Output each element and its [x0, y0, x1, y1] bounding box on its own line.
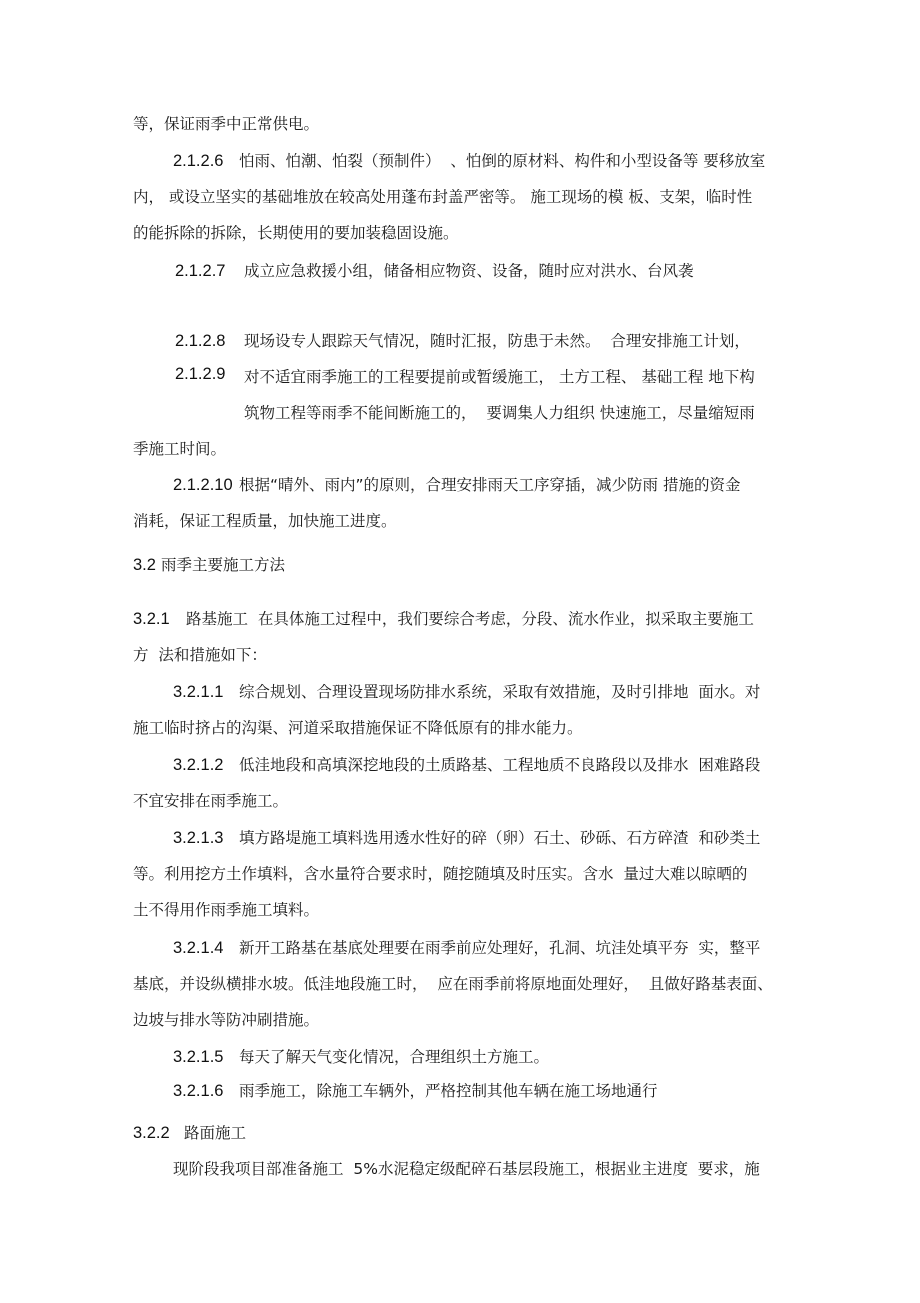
clause-number: 3.2.1.4 — [173, 939, 224, 957]
clause-number: 2.1.2.6 — [173, 152, 224, 170]
section-heading: 路面施工 — [184, 1124, 247, 1142]
text-line: 内， 或设立坚实的基础堆放在较高处用蓬布封盖严密等。 施工现场的模 板、支架，临时性 — [133, 188, 753, 206]
text-line: 成立应急救援小组，储备相应物资、设备，随时应对洪水、台风袭 — [244, 262, 694, 280]
text-line: 现阶段我项目部准备施工 5%水泥稳定级配碎石基层段施工，根据业主进度 要求，施 — [173, 1160, 760, 1178]
text-line: 根据“晴外、雨内”的原则，合理安排雨天工序穿插，减少防雨 措施的资金 — [239, 476, 741, 494]
clause-number: 2.1.2.10 — [173, 476, 233, 494]
text-line: 路基施工 在具体施工过程中，我们要综合考虑，分段、流水作业，拟采取主要施工 — [186, 610, 754, 628]
text-line: 怕雨、怕潮、怕裂（预制件） 、怕倒的原材料、构件和小型设备等 要移放室 — [239, 152, 766, 170]
section-number: 3.2.2 — [133, 1124, 170, 1142]
clause-number: 2.1.2.9 — [175, 365, 226, 383]
text-line: 等，保证雨季中正常供电。 — [133, 115, 320, 133]
text-line: 现场设专人跟踪天气情况，随时汇报，防患于未然。 合理安排施工计划， — [244, 332, 750, 350]
text-line: 施工临时挤占的沟渠、河道采取措施保证不降低原有的排水能力。 — [133, 719, 583, 737]
section-heading: 雨季主要施工方法 — [161, 556, 286, 574]
text-line: 不宜安排在雨季施工。 — [133, 792, 289, 810]
text-line: 边坡与排水等防冲刷措施。 — [133, 1011, 320, 1029]
text-line: 的能拆除的拆除，长期使用的要加装稳固设施。 — [133, 224, 459, 242]
text-line: 消耗，保证工程质量，加快施工进度。 — [133, 512, 397, 530]
text-line: 低洼地段和高填深挖地段的土质路基、工程地质不良路段以及排水 困难路段 — [239, 756, 761, 774]
text-line: 填方路堤施工填料选用透水性好的碎（卵）石土、砂砾、石方碎渣 和砂类土 — [239, 829, 761, 847]
clause-number: 3.2.1.5 — [173, 1048, 224, 1066]
text-line: 等。利用挖方土作填料，含水量符合要求时，随挖随填及时压实。含水 量过大难以晾晒的 — [133, 865, 748, 883]
text-line: 季施工时间。 — [133, 440, 227, 458]
clause-number: 3.2.1.6 — [173, 1082, 224, 1100]
clause-number: 3.2.1.1 — [173, 683, 224, 701]
text-line: 每天了解天气变化情况，合理组织土方施工。 — [239, 1048, 550, 1066]
text-line: 综合规划、合理设置现场防排水系统，采取有效措施，及时引排地 面水。对 — [239, 683, 761, 701]
text-line: 土不得用作雨季施工填料。 — [133, 901, 320, 919]
section-number: 3.2 — [133, 556, 156, 574]
text-line: 基底，并设纵横排水坡。低洼地段施工时， 应在雨季前将原地面处理好， 且做好路基表面、 — [133, 975, 773, 993]
text-line: 方 法和措施如下： — [133, 646, 267, 664]
text-line: 对不适宜雨季施工的工程要提前或暂缓施工， 土方工程、 基础工程 地下构 — [244, 368, 755, 386]
clause-number: 2.1.2.8 — [175, 332, 226, 350]
section-number: 3.2.1 — [133, 610, 170, 628]
text-line: 新开工路基在基底处理要在雨季前应处理好，孔洞、坑洼处填平夯 实，整平 — [239, 939, 761, 957]
clause-number: 2.1.2.7 — [175, 262, 226, 280]
text-line: 筑物工程等雨季不能间断施工的， 要调集人力组织 快速施工，尽量缩短雨 — [244, 404, 755, 422]
text-line: 雨季施工，除施工车辆外，严格控制其他车辆在施工场地通行 — [239, 1082, 658, 1100]
clause-number: 3.2.1.3 — [173, 829, 224, 847]
clause-number: 3.2.1.2 — [173, 756, 224, 774]
